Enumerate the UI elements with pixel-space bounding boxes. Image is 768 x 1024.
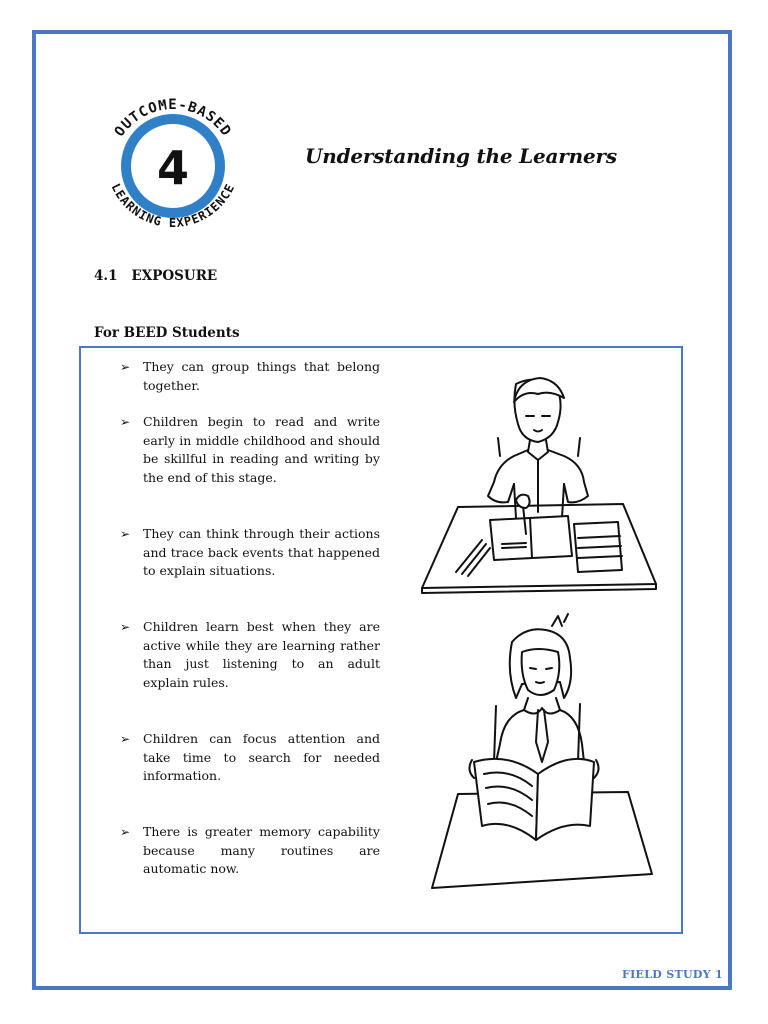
bullet-arrow-icon: ➢ [120, 825, 131, 839]
footer-label: FIELD STUDY 1 [622, 968, 723, 981]
badge-ring-bottom-text: LEARNING EXPERIENCE [108, 181, 238, 230]
bullet-text: Children can focus attention and take time to search for needed information. [143, 731, 380, 783]
bullet-arrow-icon: ➢ [120, 732, 131, 746]
section-number: 4.1 [94, 268, 118, 284]
list-item [120, 525, 380, 581]
outcome-based-badge-logo [92, 88, 254, 240]
list-item [120, 618, 380, 692]
bullet-arrow-icon: ➢ [120, 620, 131, 634]
bullet-text: Children begin to read and write early in middle childhood and should be skillful in reading and writing by the end of this stage. [143, 414, 380, 485]
badge-ring-top-text: OUTCOME-BASED [111, 97, 235, 140]
section-label: EXPOSURE [131, 268, 218, 284]
bullet-text: They can think through their actions and trace back events that happened to explain situations. [143, 526, 380, 578]
bullet-arrow-icon: ➢ [120, 527, 131, 541]
list-item [120, 413, 380, 487]
bullet-text: There is greater memory capability because many routines are automatic now. [143, 824, 380, 876]
page-title: Understanding the Learners [305, 144, 617, 168]
section-heading [94, 268, 217, 284]
boy-writing-illustration [418, 372, 658, 597]
list-item [120, 730, 380, 786]
bullet-text: They can group things that belong together. [143, 359, 380, 393]
badge-number: 4 [156, 141, 190, 195]
bullet-text: Children learn best when they are active while they are learning rather than just listening to an adult explain rules. [143, 619, 380, 690]
bullet-arrow-icon: ➢ [120, 360, 131, 374]
bullet-arrow-icon: ➢ [120, 415, 131, 429]
subheading: For BEED Students [94, 325, 240, 341]
list-item [120, 823, 380, 879]
list-item [120, 358, 380, 395]
girl-reading-illustration [428, 612, 656, 897]
